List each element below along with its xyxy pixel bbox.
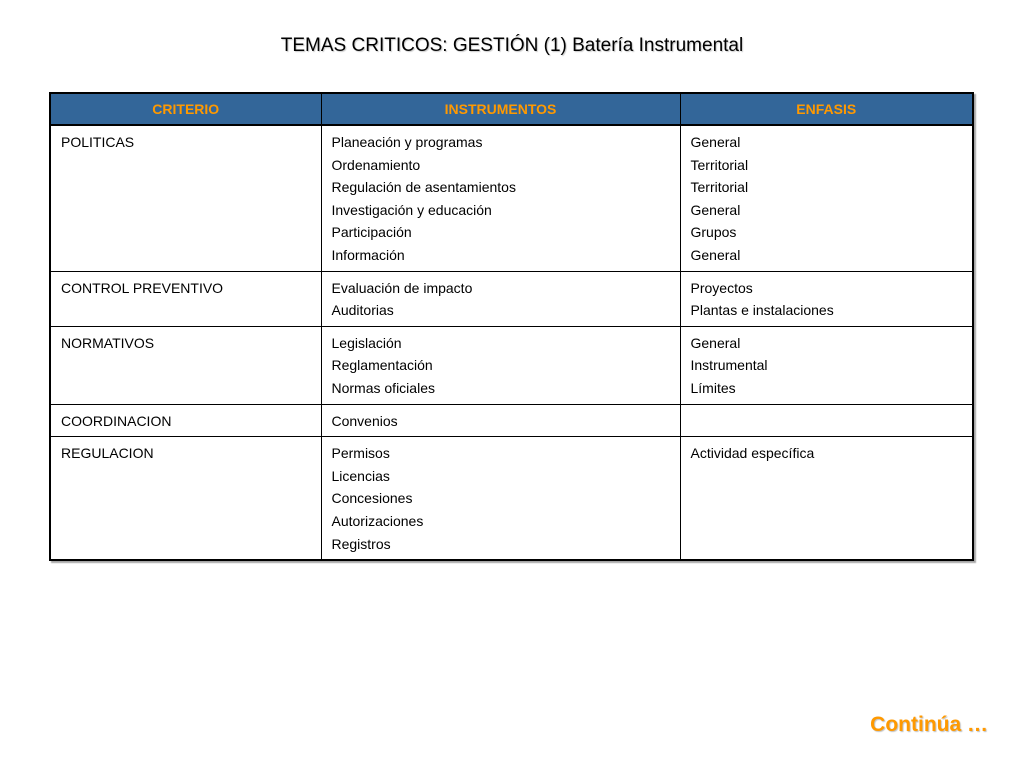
enfasis-cell — [680, 125, 972, 271]
column-header-criterio: CRITERIO — [51, 94, 321, 125]
instrumentos-cell — [321, 326, 680, 404]
enfasis-cell — [680, 437, 972, 559]
instruments-table — [51, 94, 972, 559]
enfasis-item: Proyectos — [690, 279, 753, 296]
instrumentos-cell — [321, 437, 680, 559]
criterio-cell — [51, 125, 321, 271]
instrumento-item: Autorizaciones — [331, 512, 424, 529]
table-row — [51, 437, 972, 559]
column-header-instrumentos: INSTRUMENTOS — [321, 94, 680, 125]
table-row — [51, 125, 972, 271]
table-row — [51, 326, 972, 404]
instrumento-item: Planeación y programas — [331, 134, 483, 150]
instrumento-item: Investigación y educación — [331, 201, 492, 218]
instruments-table-container — [49, 92, 974, 561]
criterio-label: POLITICAS — [61, 134, 135, 150]
criterio-label: REGULACION — [61, 445, 154, 462]
instrumento-item: Regulación de asentamientos — [331, 179, 516, 196]
criterio-cell — [51, 437, 321, 559]
enfasis-item: Territorial — [690, 179, 749, 196]
instrumento-item: Información — [331, 246, 405, 263]
instrumento-item: Concesiones — [331, 490, 413, 507]
criterio-label: NORMATIVOS — [61, 334, 155, 351]
instrumento-item: Normas oficiales — [331, 379, 435, 396]
criterio-cell — [51, 271, 321, 326]
criterio-label: COORDINACION — [61, 412, 172, 429]
enfasis-cell — [680, 404, 972, 437]
table-body — [51, 125, 972, 559]
instrumento-item: Legislación — [331, 334, 402, 351]
instrumento-item: Ordenamiento — [331, 156, 421, 173]
enfasis-item: General — [690, 246, 741, 263]
instrumentos-cell — [321, 404, 680, 437]
enfasis-item: Límites — [690, 379, 736, 396]
enfasis-cell — [680, 326, 972, 404]
page-title: TEMAS CRITICOS: GESTIÓN (1) Batería Instrumental — [280, 35, 744, 56]
criterio-label: CONTROL PREVENTIVO — [61, 279, 224, 296]
enfasis-item: Plantas e instalaciones — [690, 302, 834, 319]
instrumento-item: Evaluación de impacto — [331, 279, 473, 296]
instrumento-item: Auditorias — [331, 302, 394, 319]
instrumento-item: Registros — [331, 535, 391, 552]
instrumentos-cell — [321, 271, 680, 326]
enfasis-item: Instrumental — [690, 357, 768, 374]
enfasis-item: General — [690, 201, 741, 218]
enfasis-item: General — [690, 334, 741, 351]
criterio-cell — [51, 404, 321, 437]
instrumento-item: Convenios — [331, 412, 398, 429]
instrumento-item: Reglamentación — [331, 357, 433, 374]
enfasis-item: Grupos — [690, 224, 737, 241]
column-header-enfasis: ENFASIS — [680, 94, 972, 125]
instrumento-item: Participación — [331, 224, 412, 241]
instrumentos-cell — [321, 125, 680, 271]
enfasis-item: Territorial — [690, 156, 749, 173]
continue-label: Continúa … — [870, 713, 988, 736]
table-row — [51, 404, 972, 437]
criterio-cell — [51, 326, 321, 404]
enfasis-cell — [680, 271, 972, 326]
table-row — [51, 271, 972, 326]
enfasis-item: General — [690, 134, 741, 150]
instrumento-item: Licencias — [331, 467, 390, 484]
enfasis-item: Actividad específica — [690, 445, 815, 462]
table-header-row — [51, 94, 972, 125]
instrumento-item: Permisos — [331, 445, 390, 462]
